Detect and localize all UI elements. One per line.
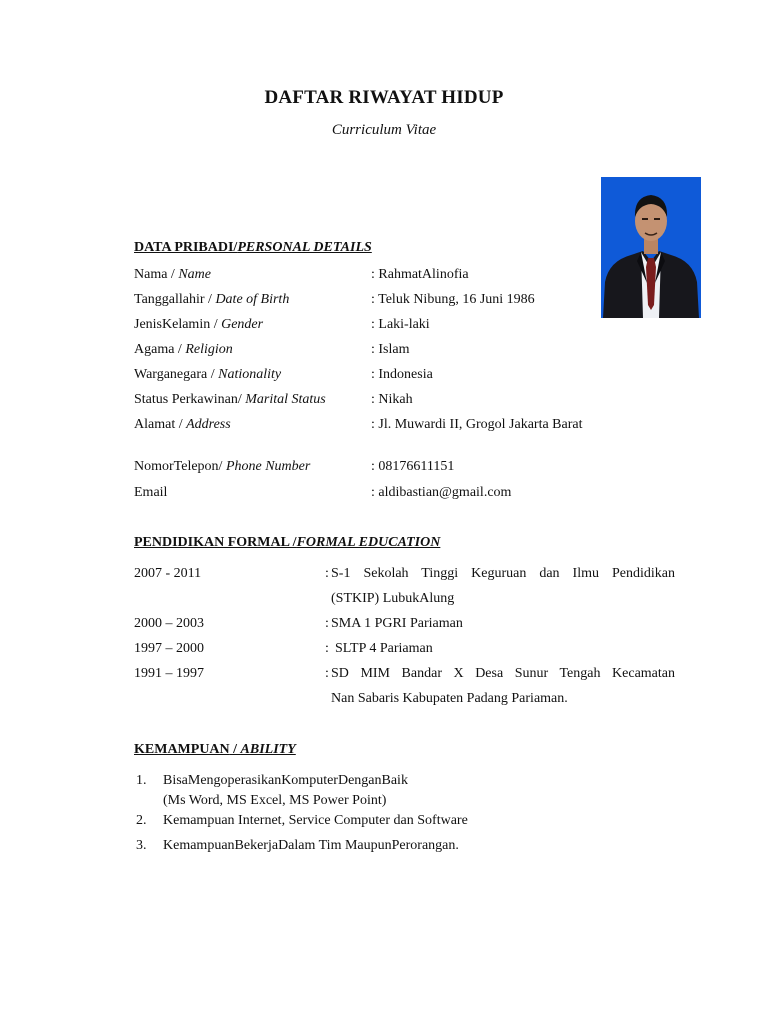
list-item-text: KemampuanBekerjaDalam Tim MaupunPerorangan. [163,838,459,853]
ability-heading-en: ABILITY [240,742,296,757]
list-item-text-continued: (Ms Word, MS Excel, MS Power Point) [163,793,387,808]
education-years: 2007 - 2011 [134,566,202,581]
document-title: DAFTAR RIWAYAT HIDUP [264,87,504,108]
education-colon: : [325,666,329,681]
list-item-text: BisaMengoperasikanKomputerDenganBaik [163,773,408,788]
list-item-number: 3. [136,838,147,853]
document-subtitle: Curriculum Vitae [331,122,437,138]
detail-label: Status Perkawinan/ Marital Status [134,392,326,407]
ability-heading-main: KEMAMPUAN [134,742,230,757]
detail-label: Agama / Religion [134,342,233,357]
person-photo-icon [601,177,701,318]
education-years: 1997 – 2000 [134,641,204,656]
profile-photo [601,177,701,318]
list-item-number: 1. [136,773,147,788]
education-colon: : [325,616,329,631]
personal-details-heading [134,240,372,256]
education-detail: S-1 Sekolah Tinggi Keguruan dan Ilmu Pendidikan [331,566,675,581]
detail-label: Alamat / Address [134,417,231,432]
education-colon: : [325,566,329,581]
detail-value: : aldibastian@gmail.com [371,485,512,500]
education-detail: SLTP 4 Pariaman [335,641,433,656]
personal-heading-en: PERSONAL DETAILS [237,240,372,255]
education-years: 1991 – 1997 [134,666,204,681]
education-colon: : [325,641,329,656]
education-years: 2000 – 2003 [134,616,204,631]
detail-label: Nama / Name [134,267,211,282]
detail-value: : Jl. Muwardi II, Grogol Jakarta Barat [371,417,583,432]
education-detail: SMA 1 PGRI Pariaman [331,616,463,631]
detail-label: Tanggallahir / Date of Birth [134,292,290,307]
education-heading-main: PENDIDIKAN FORMAL / [134,535,297,550]
detail-label: Email [134,485,168,500]
education-detail-continued: Nan Sabaris Kabupaten Padang Pariaman. [331,691,568,706]
detail-value: : 08176611151 [371,459,455,474]
detail-value: : Indonesia [371,367,433,382]
ability-heading-separator: / [229,742,241,757]
education-heading-en: FORMAL EDUCATION [296,535,441,550]
detail-value: : Nikah [371,392,413,407]
list-item-text: Kemampuan Internet, Service Computer dan Software [163,813,468,828]
personal-heading-main: DATA PRIBADI/ [134,240,238,255]
detail-label: NomorTelepon/ Phone Number [134,459,311,474]
detail-value: : Teluk Nibung, 16 Juni 1986 [371,292,535,307]
education-heading [134,535,440,551]
detail-value: : Laki-laki [371,317,430,332]
detail-label: Warganegara / Nationality [134,367,282,382]
education-detail: SD MIM Bandar X Desa Sunur Tengah Kecamatan [331,666,675,681]
list-item-number: 2. [136,813,147,828]
detail-value: : Islam [371,342,410,357]
detail-value: : RahmatAlinofia [371,267,469,282]
ability-heading [134,742,296,758]
education-detail-continued: (STKIP) LubukAlung [331,591,455,606]
detail-label: JenisKelamin / Gender [134,317,264,332]
